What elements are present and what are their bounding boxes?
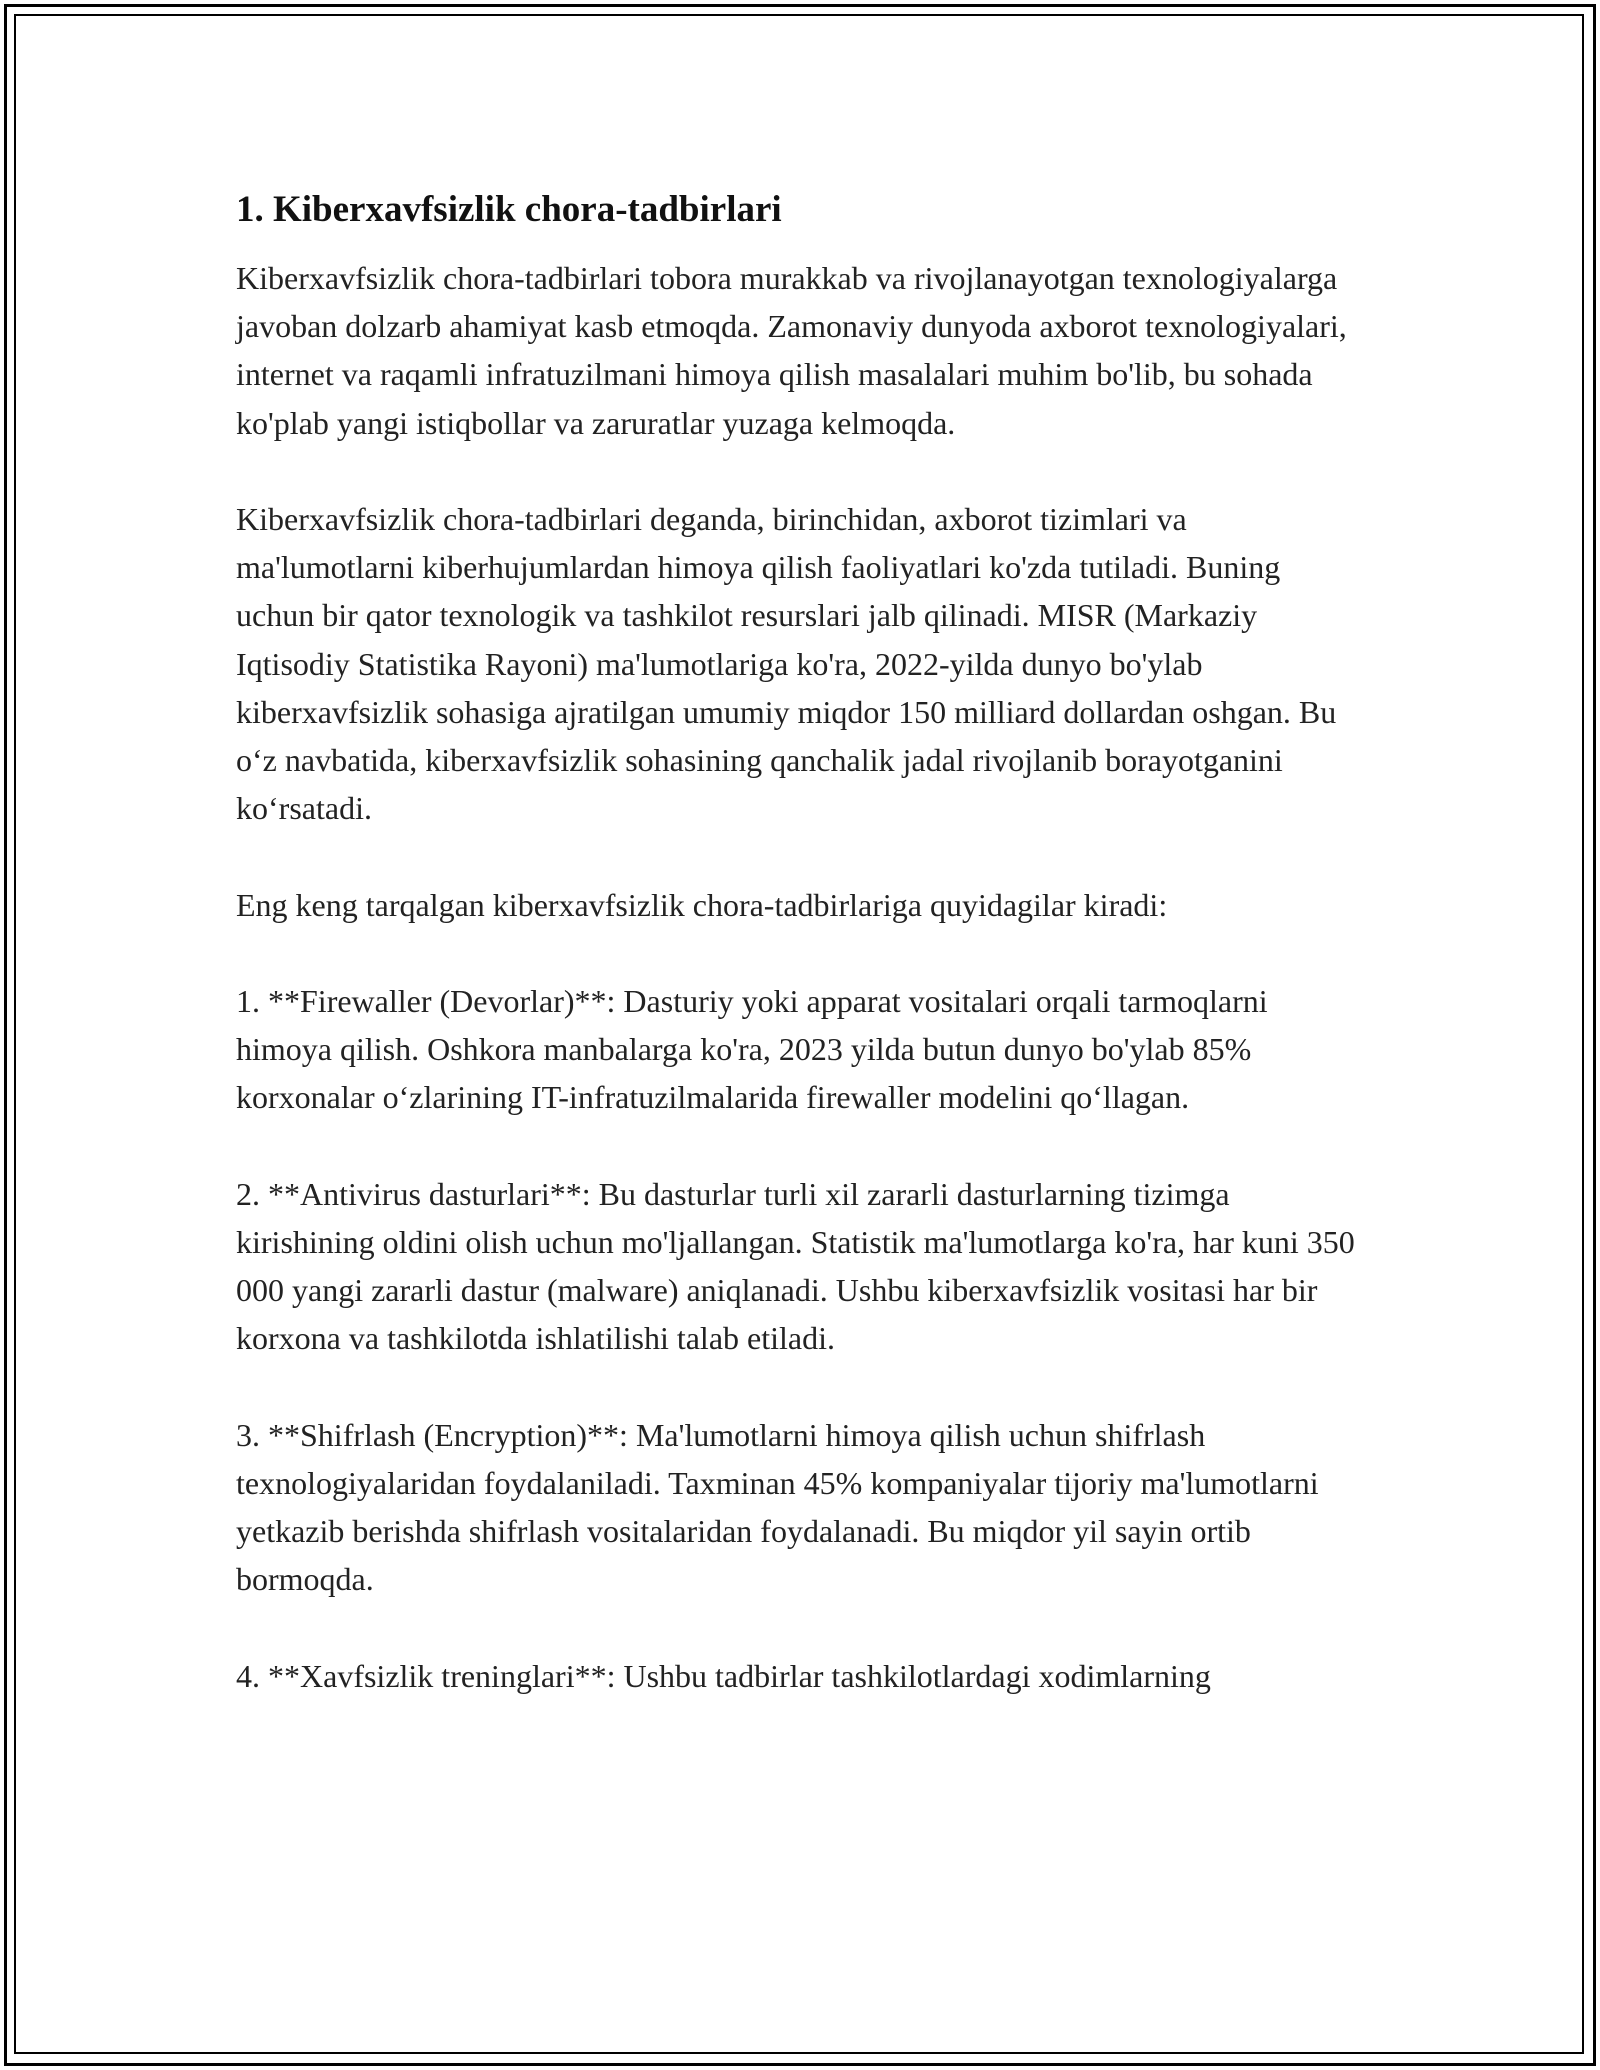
paragraph-list-intro: Eng keng tarqalgan kiberxavfsizlik chora-tadbirlariga quyidagilar kiradi: xyxy=(236,886,1168,923)
document-body xyxy=(236,186,1366,1748)
section-heading: 1. Kiberxavfsizlik chora-tadbirlari xyxy=(236,189,782,230)
paragraph-definition: Kiberxavfsizlik chora-tadbirlari deganda, birinchidan, axborot tizimlari va ma'lumotlarni kiberhujumlardan himoya qilish faoliyatlari ko'zda tutiladi. Buning uchun bir qator texnologik va tashkilot resurslari jalb qilinadi. MISR (Markaziy Iqtisodiy Statistika Rayoni) ma'lumotlariga ko'ra, 2022-yilda dunyo bo'ylab kiberxavfsizlik sohasiga ajratilgan umumiy miqdor 150 milliard dollardan oshgan. Bu oʻz navbatida, kiberxavfsizlik sohasining qanchalik jadal rivojlanib borayotganini koʻrsatadi. xyxy=(236,501,1337,827)
list-item-encryption: 3. **Shifrlash (Encryption)**: Ma'lumotlarni himoya qilish uchun shifrlash texnologiyalaridan foydalaniladi. Taxminan 45% kompaniyalar tijoriy ma'lumotlarni yetkazib berishda shifrlash vositalaridan foydalanadi. Bu miqdor yil sayin ortib bormoqda. xyxy=(236,1416,1319,1598)
paragraph-intro: Kiberxavfsizlik chora-tadbirlari tobora murakkab va rivojlanayotgan texnologiyalarga javoban dolzarb ahamiyat kasb etmoqda. Zamonaviy dunyoda axborot texnologiyalari, internet va raqamli infratuzilmani himoya qilish masalalari muhim bo'lib, bu sohada ko'plab yangi istiqbollar va zaruratlar yuzaga kelmoqda. xyxy=(236,260,1347,441)
list-item-trainings: 4. **Xavfsizlik treninglari**: Ushbu tadbirlar tashkilotlardagi xodimlarning xyxy=(236,1657,1211,1694)
list-item-firewaller: 1. **Firewaller (Devorlar)**: Dasturiy yoki apparat vositalari orqali tarmoqlarni himoya qilish. Oshkora manbalarga ko'ra, 2023 yilda butun dunyo bo'ylab 85% korxonalar oʻzlarining IT-infratuzilmalarida firewaller modelini qoʻllagan. xyxy=(236,983,1268,1116)
list-item-antivirus: 2. **Antivirus dasturlari**: Bu dasturlar turli xil zararli dasturlarning tizimga kirishining oldini olish uchun mo'ljallangan. Statistik ma'lumotlarga ko'ra, har kuni 350 000 yangi zararli dastur (malware) aniqlanadi. Ushbu kiberxavfsizlik vositasi har bir korxona va tashkilotda ishlatilishi talab etiladi. xyxy=(236,1175,1355,1357)
